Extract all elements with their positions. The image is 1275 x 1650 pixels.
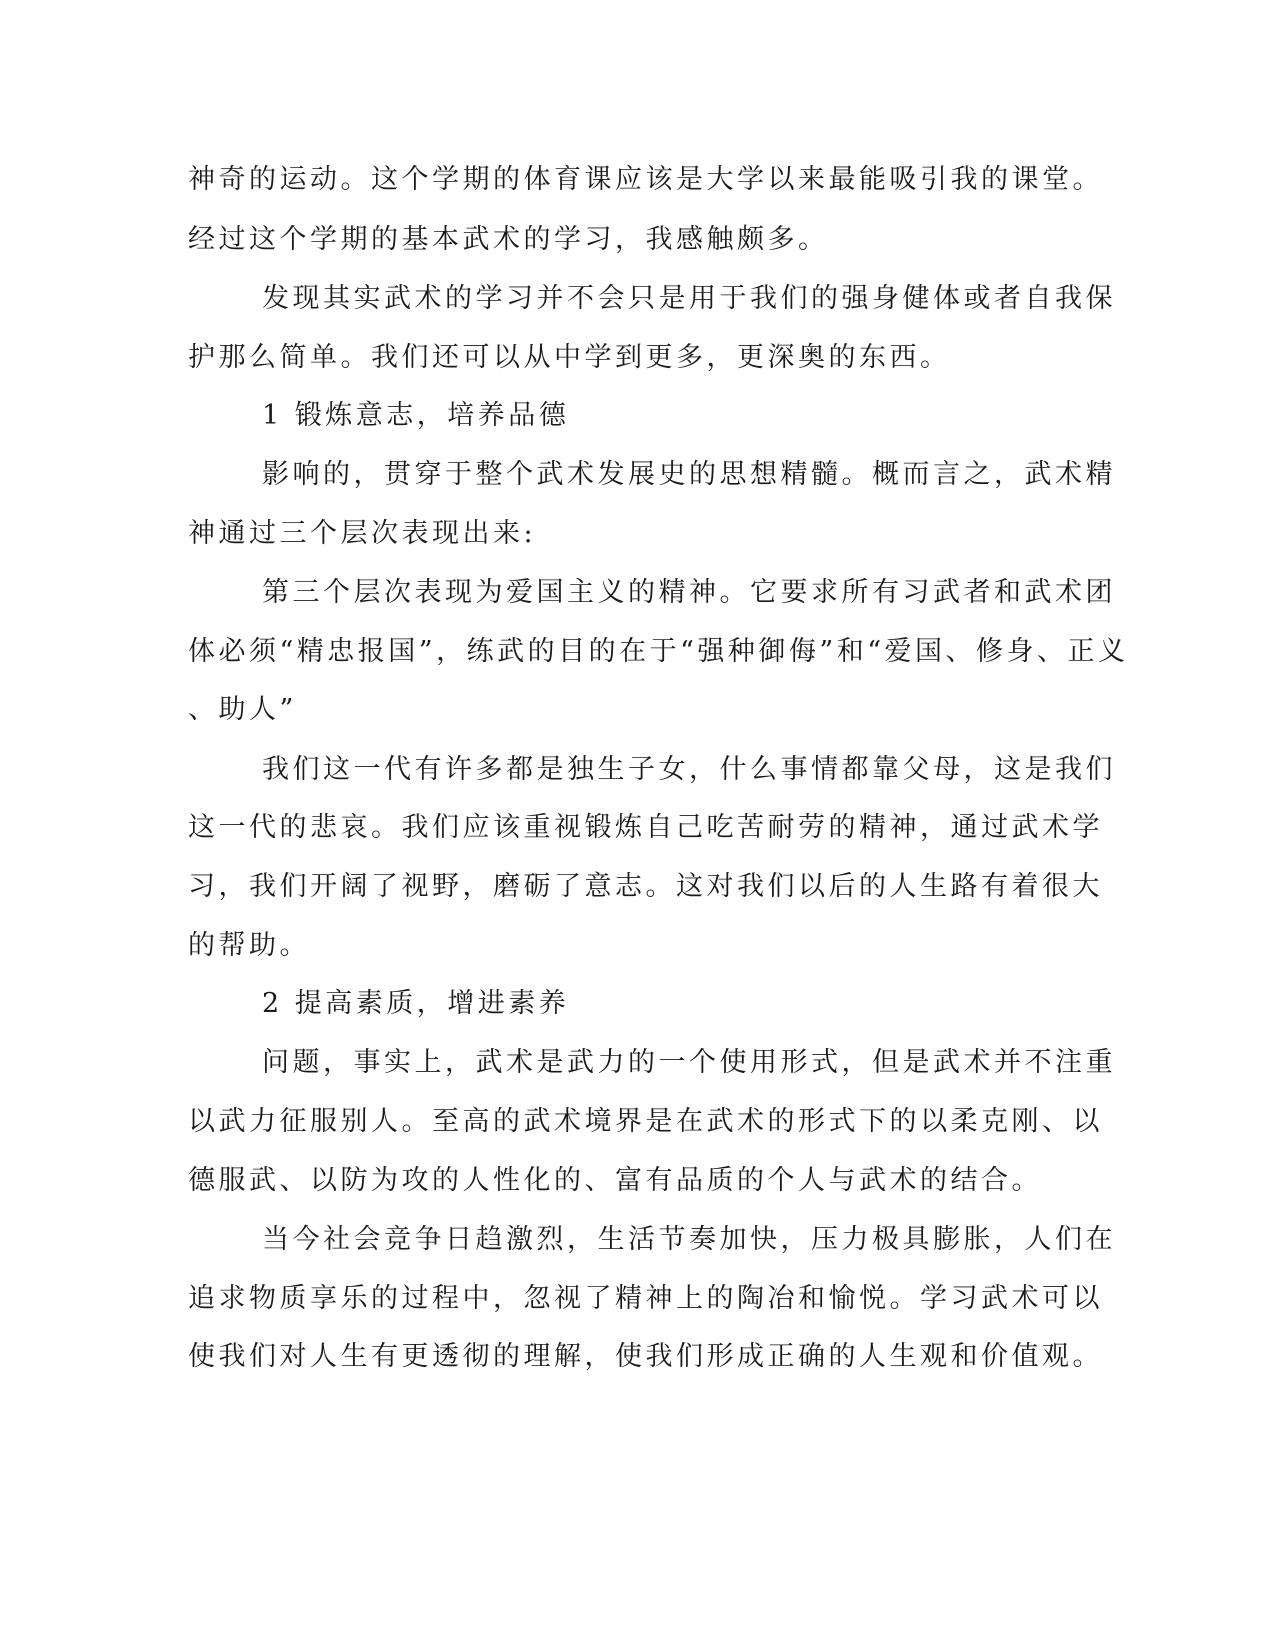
paragraph-line: 体必须“精忠报国”，练武的目的在于“强种御侮”和“爱国、修身、正义	[188, 636, 1129, 667]
paragraph-line: 问题，事实上，武术是武力的一个使用形式，但是武术并不注重	[262, 1047, 1116, 1078]
paragraph-line: 、助人”	[188, 694, 297, 725]
section-heading: 1 锻炼意志，培养品德	[262, 400, 570, 431]
paragraph-line: 第三个层次表现为爱国主义的精神。它要求所有习武者和武术团	[262, 577, 1116, 608]
paragraph-line: 经过这个学期的基本武术的学习，我感触颇多。	[188, 224, 829, 255]
paragraph-line: 神通过三个层次表现出来:	[188, 518, 537, 549]
paragraph-line: 这一代的悲哀。我们应该重视锻炼自己吃苦耐劳的精神，通过武术学	[188, 812, 1103, 843]
paragraph-line: 习，我们开阔了视野，磨砺了意志。这对我们以后的人生路有着很大	[188, 871, 1103, 902]
paragraph-line: 追求物质享乐的过程中，忽视了精神上的陶冶和愉悦。学习武术可以	[188, 1283, 1103, 1314]
paragraph-line: 发现其实武术的学习并不会只是用于我们的强身健体或者自我保	[262, 283, 1116, 314]
section-heading: 2 提高素质，增进素养	[262, 988, 570, 1019]
paragraph-line: 的帮助。	[188, 930, 310, 961]
paragraph-line: 以武力征服别人。至高的武术境界是在武术的形式下的以柔克刚、以	[188, 1106, 1103, 1137]
paragraph-line: 使我们对人生有更透彻的理解，使我们形成正确的人生观和价值观。	[188, 1341, 1103, 1372]
paragraph-line: 当今社会竞争日趋激烈，生活节奏加快，压力极具膨胀，人们在	[262, 1224, 1116, 1255]
paragraph-line: 影响的，贯穿于整个武术发展史的思想精髓。概而言之，武术精	[262, 459, 1116, 490]
paragraph-line: 护那么简单。我们还可以从中学到更多，更深奥的东西。	[188, 342, 951, 373]
paragraph-line: 德服武、以防为攻的人性化的、富有品质的个人与武术的结合。	[188, 1165, 1042, 1196]
paragraph-line: 我们这一代有许多都是独生子女，什么事情都靠父母，这是我们	[262, 754, 1116, 785]
paragraph-line: 神奇的运动。这个学期的体育课应该是大学以来最能吸引我的课堂。	[188, 164, 1103, 195]
